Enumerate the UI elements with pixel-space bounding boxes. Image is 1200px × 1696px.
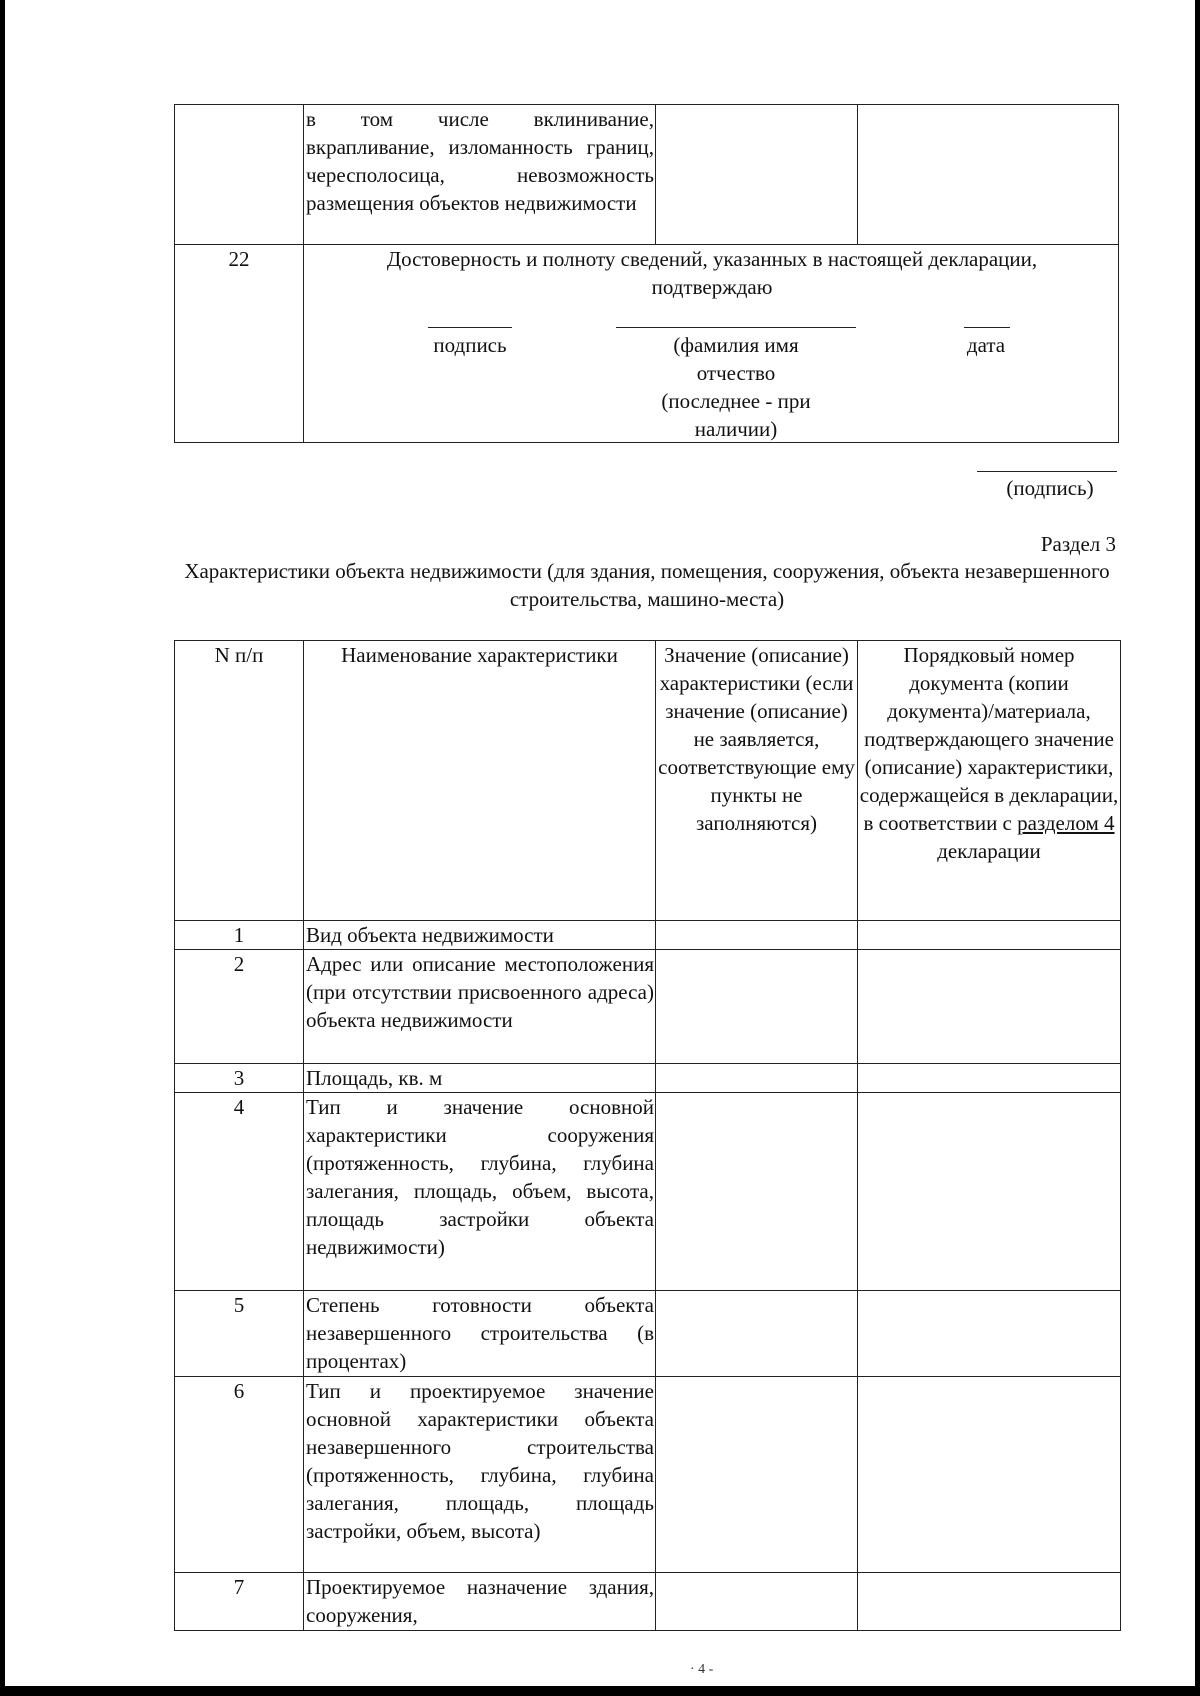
row-value [656, 1064, 858, 1093]
date-label: дата [966, 333, 1006, 357]
cell-doc-empty [858, 105, 1119, 245]
header-value: Значение (описание) характеристики (если значение (описание) не заявляется, соответствующие ему пункты не заполняются) [656, 641, 858, 921]
row-name: Проектируемое назначение здания, сооружения, [304, 1573, 656, 1631]
row-doc [858, 1573, 1121, 1631]
cell-num-empty [175, 105, 304, 245]
header-document [858, 641, 1121, 921]
row-value [656, 1093, 858, 1291]
row-name: Степень готовности объекта незавершенного строительства (в процентах) [304, 1291, 656, 1377]
row-doc [858, 921, 1121, 950]
row-num: 6 [175, 1377, 304, 1573]
section-title: Характеристики объекта недвижимости (для здания, помещения, сооружения, объекта незавершенного строительства, машино-места) [184, 559, 1110, 611]
declaration-statement: Достоверность и полноту сведений, указанных в настоящей декларации, подтверждаю [386, 247, 1038, 299]
page-border-bottom [0, 1686, 1200, 1696]
row-value [656, 921, 858, 950]
section-number: Раздел 3 [1040, 532, 1116, 556]
row-value [656, 1573, 858, 1631]
table-header-row [175, 641, 1121, 921]
row-doc [858, 1093, 1121, 1291]
row-name: Вид объекта недвижимости [304, 921, 656, 950]
row-num: 1 [175, 921, 304, 950]
header-name: Наименование характеристики [304, 641, 656, 921]
table-row [175, 105, 1119, 245]
row-value [656, 950, 858, 1064]
row-value [656, 1291, 858, 1377]
row-doc [858, 1064, 1121, 1093]
fio-label: (фамилия имя отчество (последнее - при наличии) [661, 333, 811, 441]
row-value [656, 1377, 858, 1573]
row-doc [858, 950, 1121, 1064]
row-name: Тип и значение основной характеристики сооружения (протяженность, глубина, глубина залегания, площадь, объем, высота, площадь застройки объекта недвижимости) [304, 1093, 656, 1291]
signature-line [428, 327, 512, 328]
table-row [175, 950, 1121, 1064]
section-4-link[interactable]: разделом 4 [1017, 811, 1115, 835]
page-number-mark: · 4 - [690, 1662, 714, 1677]
table-row-22 [175, 245, 1119, 443]
row-num: 3 [175, 1064, 304, 1093]
row-cont-text: в том числе вклинивание, вкрапливание, изломанность границ, чересполосица, невозможность размещения объектов недвижимости [304, 105, 656, 245]
table-row [175, 1291, 1121, 1377]
table-row [175, 921, 1121, 950]
table-row [175, 1064, 1121, 1093]
signature-label: подпись [433, 333, 507, 357]
header-document-text: Порядковый номер документа (копии документа)/материала, подтверждающего значение (описание) характеристики, содержащейся в декларации, в соответствии с [859, 643, 1119, 835]
row-num: 4 [175, 1093, 304, 1291]
header-num: N п/п [175, 641, 304, 921]
table-row [175, 1093, 1121, 1291]
page-border-left [0, 0, 5, 1696]
row-doc [858, 1291, 1121, 1377]
date-line [964, 327, 1010, 328]
top-table [174, 104, 1119, 443]
page-border-right [1195, 0, 1200, 1696]
table-row [175, 1377, 1121, 1573]
cell-value-empty [656, 105, 858, 245]
table-row [175, 1573, 1121, 1631]
header-document-suffix: декларации [937, 839, 1041, 863]
row-num: 5 [175, 1291, 304, 1377]
applicant-signature-line [977, 471, 1117, 472]
row-num: 7 [175, 1573, 304, 1631]
row-22-number: 22 [175, 245, 304, 443]
row-name: Адрес или описание местоположения (при отсутствии присвоенного адреса) объекта недвижимости [304, 950, 656, 1064]
row-num: 2 [175, 950, 304, 1064]
row-name: Площадь, кв. м [304, 1064, 656, 1093]
declaration-sign-area [304, 245, 1118, 441]
applicant-signature-label: (подпись) [1006, 476, 1094, 500]
row-name: Тип и проектируемое значение основной характеристики объекта незавершенного строительства (протяженность, глубина, глубина залегания, площадь, площадь застройки, объем, высота) [304, 1377, 656, 1573]
row-22-declaration [304, 245, 1119, 443]
fio-line [616, 327, 856, 328]
characteristics-table [174, 640, 1121, 1631]
row-doc [858, 1377, 1121, 1573]
